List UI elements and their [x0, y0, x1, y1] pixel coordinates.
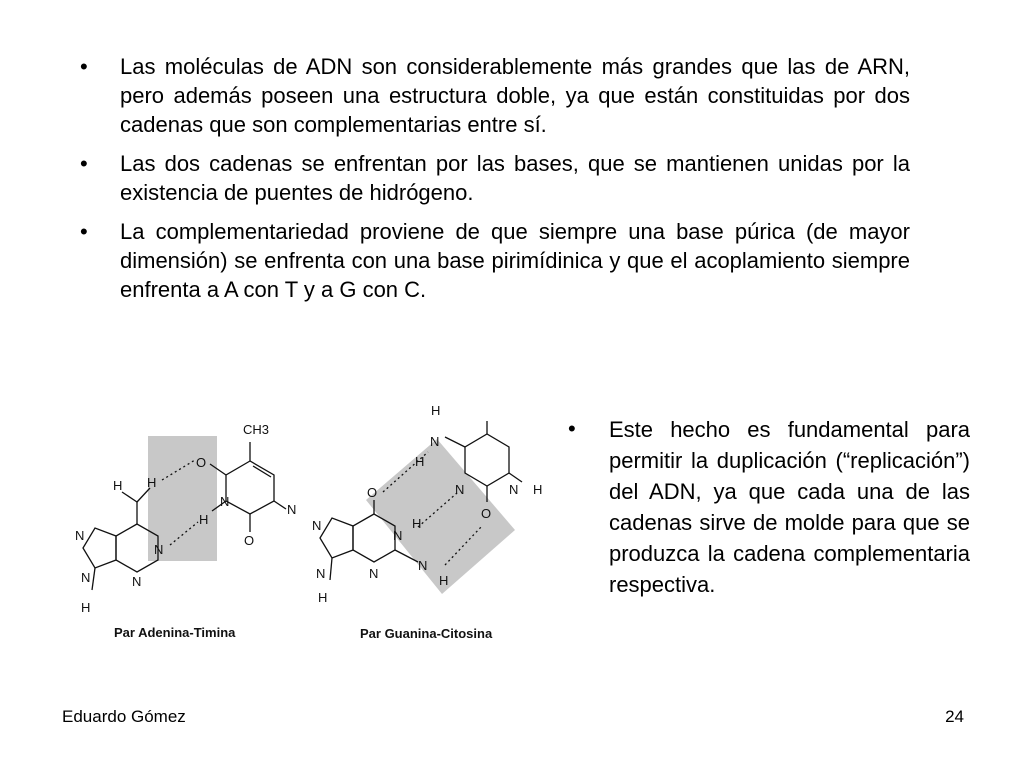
bullet-dot: •	[80, 151, 88, 176]
atom-n: N	[154, 542, 164, 557]
adenine-thymine-pair	[75, 422, 296, 640]
guanine-cytosine-pair	[312, 403, 542, 641]
atom-n: N	[509, 482, 519, 497]
adenine-ring-5	[83, 528, 116, 568]
atom-h: H	[431, 403, 441, 418]
bullet-dot: •	[80, 219, 88, 244]
bullet-text: Las dos cadenas se enfrentan por las bases, que se mantienen unidas por la existencia de puentes de hidrógeno.	[120, 151, 910, 205]
atom-n: N	[81, 570, 91, 585]
atom-h: H	[318, 590, 328, 605]
atom-n: N	[312, 518, 322, 533]
bullet-item	[568, 414, 970, 600]
atom-n: N	[75, 528, 85, 543]
atom-h: H	[439, 573, 449, 588]
thymine-ring	[226, 461, 274, 514]
atom-n: N	[132, 574, 142, 589]
atom-n: N	[430, 434, 440, 449]
atom-n: N	[287, 502, 297, 517]
atom-n: N	[369, 566, 379, 581]
bullet-dot: •	[568, 416, 576, 441]
atom-n: N	[220, 494, 230, 509]
bullet-text: La complementariedad proviene de que siempre una base púrica (de mayor dimensión) se enfrenta con una base pirimídinica y que el acoplamiento siempre enfrenta a A con T y a G con C.	[120, 219, 910, 302]
guanine-ring-5	[320, 518, 353, 558]
base-pair-diagrams	[50, 400, 565, 650]
atom-h: H	[412, 516, 422, 531]
gc-highlight-box	[366, 439, 515, 594]
top-bullet-list	[80, 52, 910, 314]
bullet-item	[80, 149, 910, 207]
side-bullet-list	[568, 414, 970, 600]
page-number: 24	[945, 707, 964, 726]
bullet-item	[80, 217, 910, 304]
atom-o: O	[244, 533, 255, 548]
atom-h: H	[415, 454, 425, 469]
bullet-text: Este hecho es fundamental para permitir la duplicación (“replicación”) del ADN, ya que cada una de las cadenas sirve de molde para que se produzca la cadena complementaria respectiva.	[609, 417, 970, 597]
bullet-dot: •	[80, 54, 88, 79]
methyl-label: CH3	[243, 422, 270, 437]
atom-n: N	[455, 482, 465, 497]
gc-pair-caption: Par Guanina-Citosina	[360, 626, 493, 641]
base-pair-figure	[50, 400, 565, 650]
footer-author: Eduardo Gómez	[62, 707, 186, 726]
atom-o: O	[481, 506, 492, 521]
atom-h: H	[533, 482, 543, 497]
atom-n: N	[316, 566, 326, 581]
atom-h: H	[147, 475, 157, 490]
atom-h: H	[81, 600, 91, 615]
cytosine-ring	[465, 434, 509, 486]
atom-o: O	[367, 485, 378, 500]
bullet-text: Las moléculas de ADN son considerablemente más grandes que las de ARN, pero además poseen una estructura doble, ya que están constituidas por dos cadenas que son complementarias entre sí.	[120, 54, 910, 137]
atom-n: N	[393, 528, 403, 543]
atom-h: H	[199, 512, 209, 527]
atom-h: H	[113, 478, 123, 493]
atom-o: O	[196, 455, 207, 470]
at-pair-caption: Par Adenina-Timina	[114, 625, 236, 640]
atom-n: N	[418, 558, 428, 573]
bullet-item	[80, 52, 910, 139]
